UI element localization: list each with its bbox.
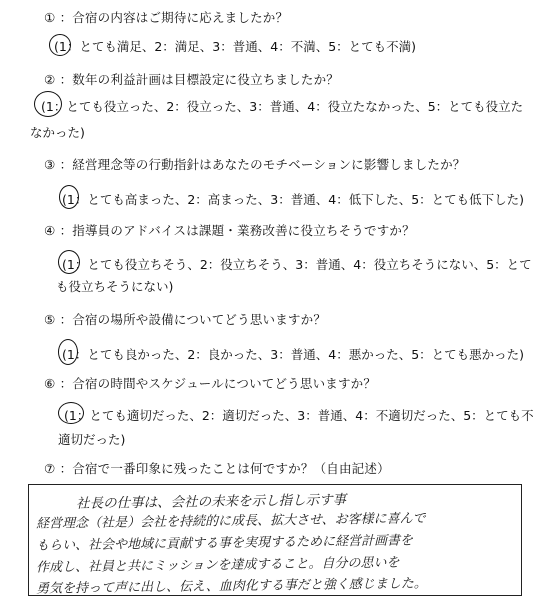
handwritten-line-5: 勇気を持って声に出し、伝え、血肉化する事だと強く感じました。 [35,576,427,597]
question-1-text: ① ：合宿の内容はご期待に応えましたか？ [44,10,289,25]
question-6-options-continued: 適切だった) [58,432,126,447]
question-4-text: ④ ：指導員のアドバイスは課題・業務改善に役立ちそうですか？ [44,223,415,238]
handwritten-line-1: 社長の仕事は、会社の未来を示し指し示す事 [75,492,347,512]
handwritten-line-4: 作成し、社員と共にミッションを達成すること。自分の思いを [35,555,400,576]
question-5-options: (1：とても良かった、2：良かった、3：普通、4：悪かった、5：とても悪かった) [62,347,525,362]
question-6-text: ⑥ ：合宿の時間やスケジュールについてどう思いますか？ [44,376,377,391]
question-1-options: (1：とても満足、2：満足、3：普通、4：不満、5：とても不満) [54,39,417,54]
question-4-options: (1：とても役立ちそう、2：役立ちそう、3：普通、4：役立ちそうにない、5：とて [62,257,532,272]
question-6-options: (1：とても適切だった、2：適切だった、3：普通、4：不適切だった、5：とても不 [64,408,534,423]
question-7-text: ⑦ ：合宿で一番印象に残ったことは何ですか？（自由記述） [44,461,390,476]
question-3-text: ③ ：経営理念等の行動指針はあなたのモチベーションに影響しましたか？ [44,157,466,172]
question-3-options: (1：とても高まった、2：高まった、3：普通、4：低下した、5：とても低下した) [62,192,525,207]
question-5-text: ⑤ ：合宿の場所や設備についてどう思いますか？ [44,312,327,327]
question-2-text: ② ：数年の利益計画は目標設定に役立ちましたか？ [44,72,339,87]
question-2-options-continued: なかった) [30,125,85,140]
question-2-options: (1：とても役立った、2：役立った、3：普通、4：役立たなかった、5：とても役立た [41,99,524,114]
question-4-options-continued: も役立ちそうにない) [56,279,174,294]
handwritten-line-3: もらい、社会や地域に貢献する事を実現するために経営計画書を [35,533,414,554]
handwritten-line-2: 経営理念（社是）会社を持続的に成長、拡大させ、お客様に喜んで [35,511,426,532]
